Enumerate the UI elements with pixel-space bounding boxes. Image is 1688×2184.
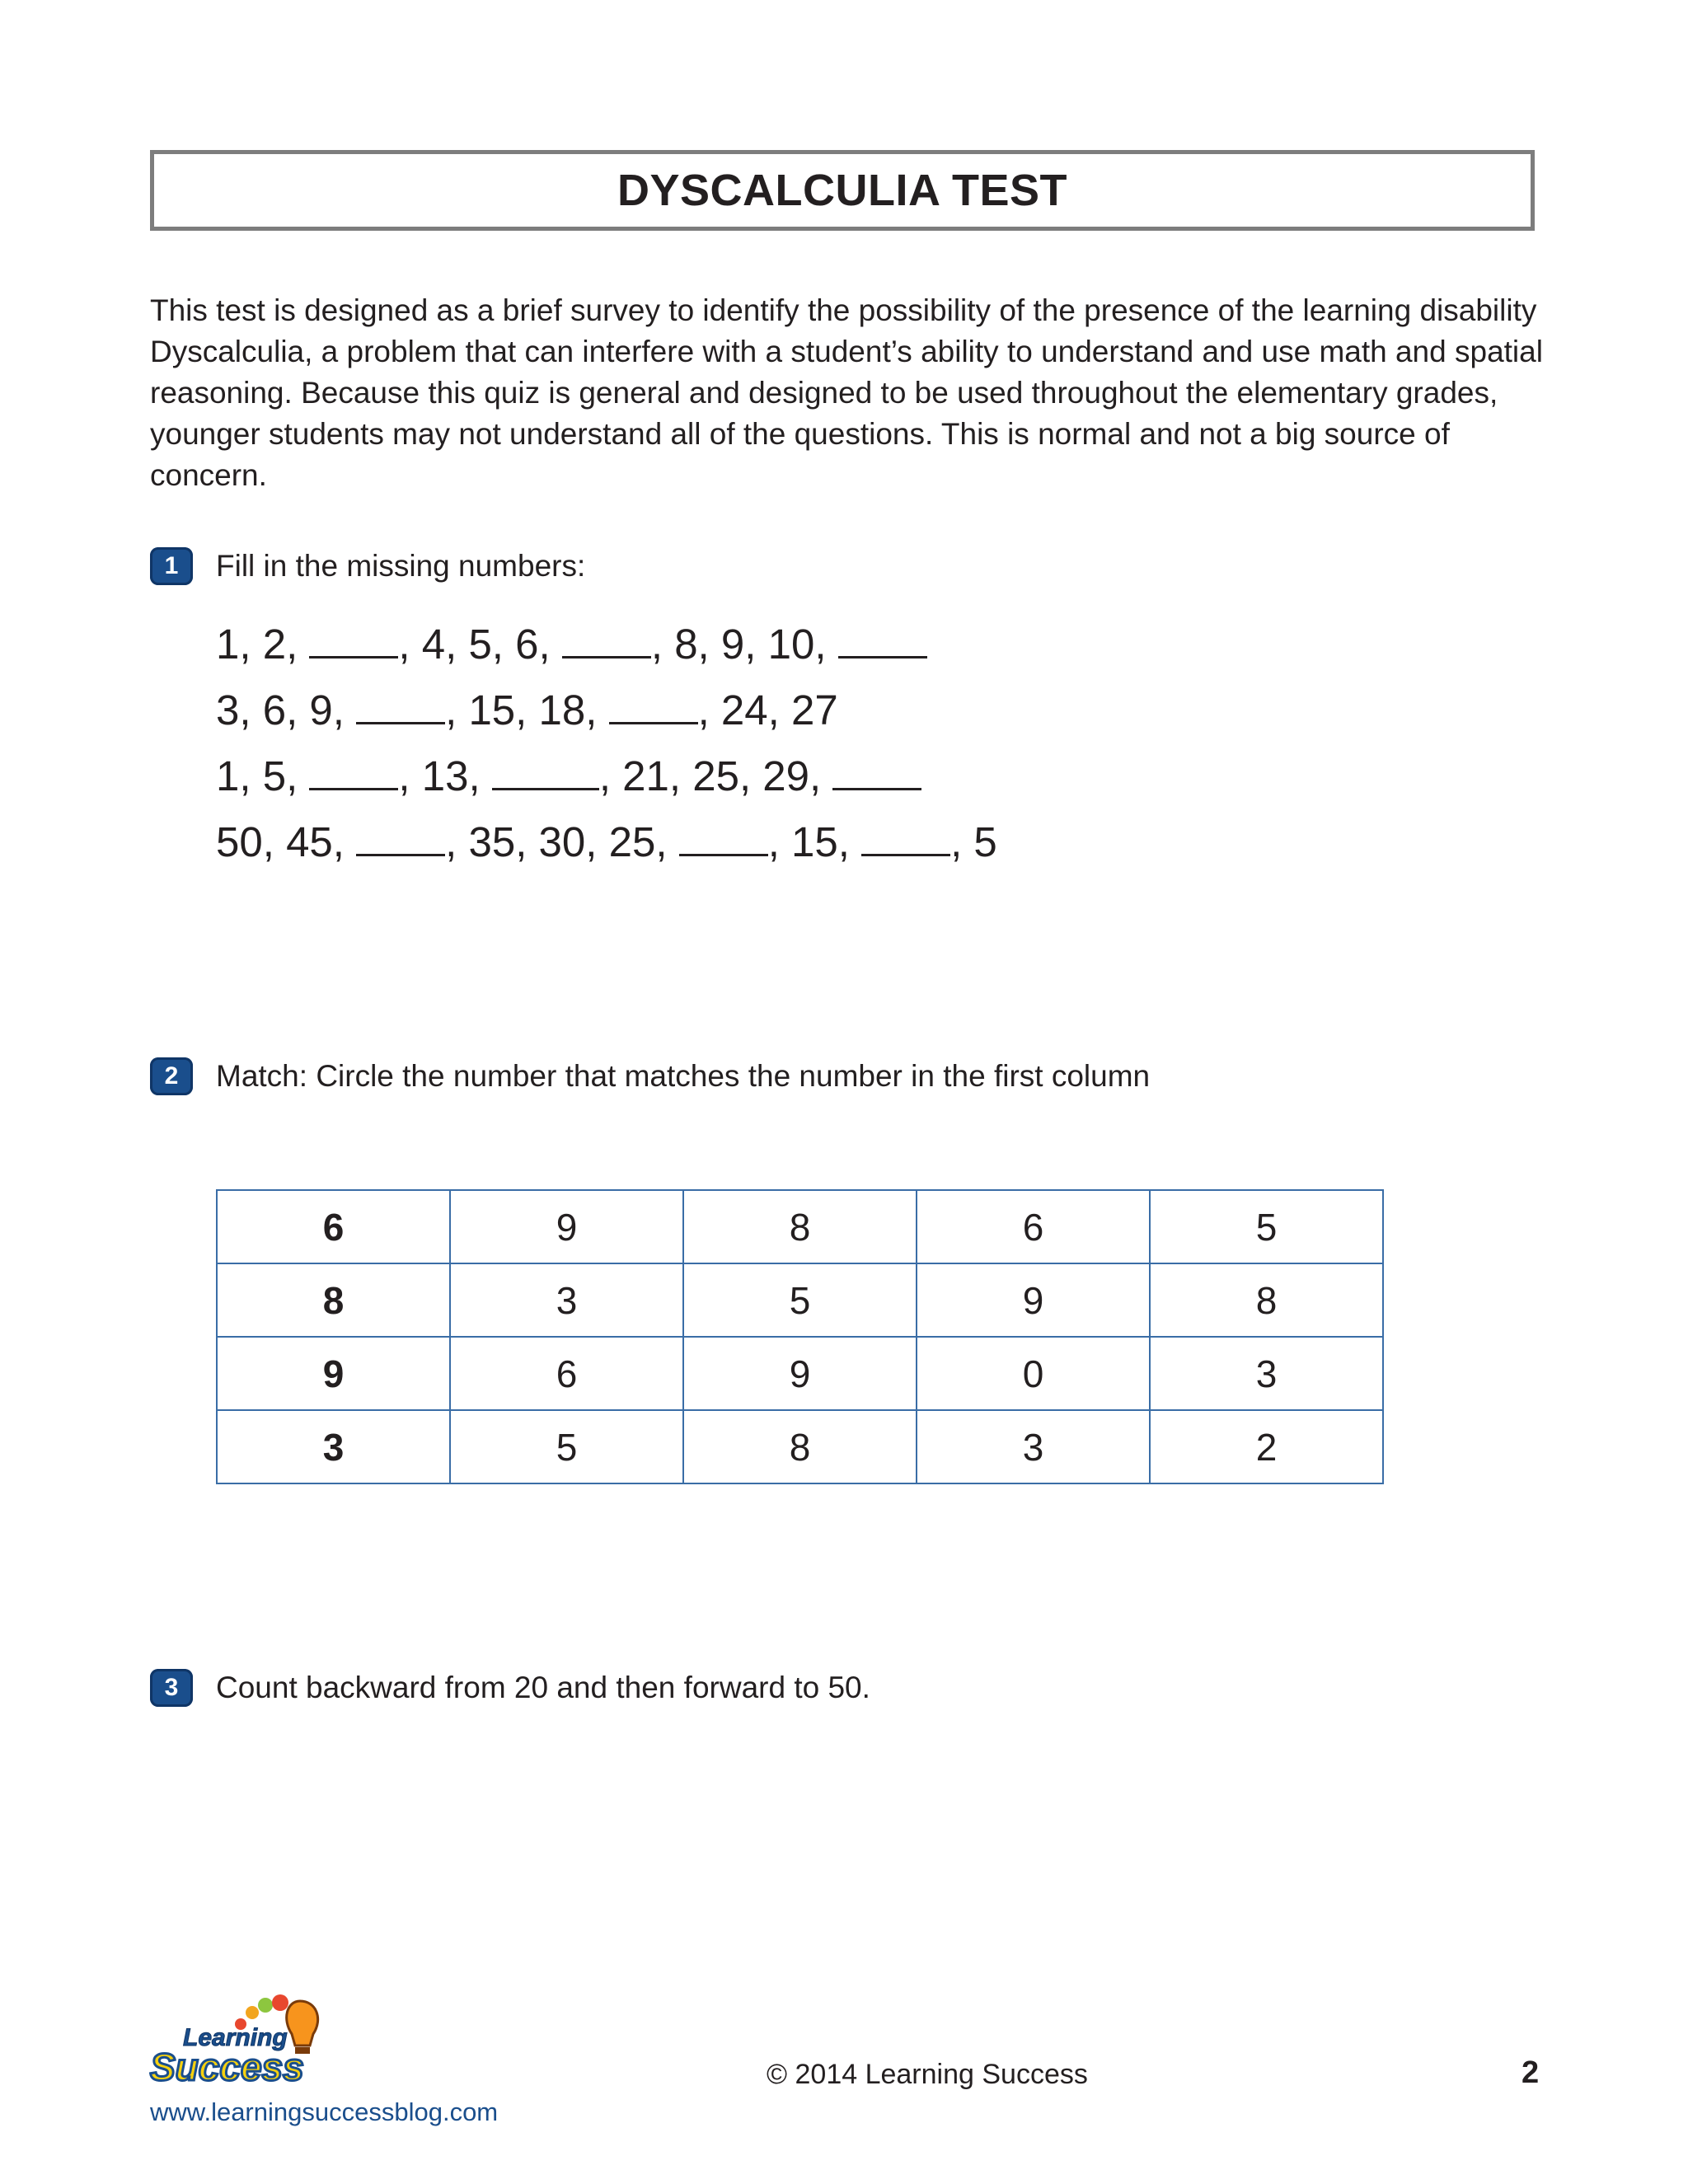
answer-blank[interactable] xyxy=(861,821,950,856)
sequence-segment: 3, 6, 9, xyxy=(216,687,357,733)
question-text: Fill in the missing numbers: xyxy=(216,549,586,583)
copyright-text: © 2014 Learning Success xyxy=(767,2059,1088,2090)
choice-number-cell[interactable]: 6 xyxy=(450,1337,683,1410)
question-1 xyxy=(150,547,585,585)
sequence-1 xyxy=(216,620,927,668)
sequence-segment: 50, 45, xyxy=(216,818,357,865)
answer-blank[interactable] xyxy=(309,623,398,658)
answer-blank[interactable] xyxy=(832,755,921,790)
answer-blank[interactable] xyxy=(309,755,398,790)
target-number-cell: 9 xyxy=(217,1337,450,1410)
choice-number-cell[interactable]: 0 xyxy=(917,1337,1150,1410)
choice-number-cell[interactable]: 5 xyxy=(450,1410,683,1483)
target-number-cell: 8 xyxy=(217,1263,450,1337)
choice-number-cell[interactable]: 3 xyxy=(450,1263,683,1337)
choice-number-cell[interactable]: 5 xyxy=(683,1263,917,1337)
answer-blank[interactable] xyxy=(356,689,445,724)
sequence-segment: , 8, 9, 10, xyxy=(650,621,838,668)
sequence-segment: , 5 xyxy=(950,818,997,865)
sequence-segment: , 24, 27 xyxy=(697,687,838,733)
sequence-segment: , 15, xyxy=(767,818,862,865)
choice-number-cell[interactable]: 9 xyxy=(917,1263,1150,1337)
sequence-segment: , 35, 30, 25, xyxy=(445,818,679,865)
choice-number-cell[interactable]: 8 xyxy=(683,1190,917,1263)
choice-number-cell[interactable]: 2 xyxy=(1150,1410,1383,1483)
logo-success-text: Success xyxy=(150,2046,304,2085)
answer-blank[interactable] xyxy=(562,623,651,658)
choice-number-cell[interactable]: 5 xyxy=(1150,1190,1383,1263)
choice-number-cell[interactable]: 8 xyxy=(683,1410,917,1483)
answer-blank[interactable] xyxy=(679,821,768,856)
choice-number-cell[interactable]: 9 xyxy=(450,1190,683,1263)
choice-number-cell[interactable]: 3 xyxy=(917,1410,1150,1483)
title-box xyxy=(150,150,1535,231)
page-title: DYSCALCULIA TEST xyxy=(617,166,1067,215)
sequence-segment: , 21, 25, 29, xyxy=(598,752,833,799)
sequence-2 xyxy=(216,686,838,734)
choice-number-cell[interactable]: 6 xyxy=(917,1190,1150,1263)
sequence-segment: 1, 5, xyxy=(216,752,310,799)
choice-number-cell[interactable]: 9 xyxy=(683,1337,917,1410)
question-number-badge: 1 xyxy=(150,547,193,585)
sequence-segment: , 4, 5, 6, xyxy=(398,621,562,668)
answer-blank[interactable] xyxy=(492,755,599,790)
intro-paragraph: This test is designed as a brief survey to identify the possibility of the presence of the learning disability Dyscalculia, a problem that can interfere with a student’s ability to understand and use math and spatial reasoning. Because this quiz is general and designed to be used throughout the elementary grades, younger students may not understand all of the questions. This is normal and not a big source of concern. xyxy=(150,293,1543,492)
question-3 xyxy=(150,1669,870,1707)
sequence-segment: 1, 2, xyxy=(216,621,310,668)
sequence-4 xyxy=(216,818,997,866)
target-number-cell: 6 xyxy=(217,1190,450,1263)
target-number-cell: 3 xyxy=(217,1410,450,1483)
learning-success-logo xyxy=(148,1994,338,2085)
choice-number-cell[interactable]: 3 xyxy=(1150,1337,1383,1410)
sequence-segment: , 15, 18, xyxy=(445,687,609,733)
question-number-badge: 3 xyxy=(150,1669,193,1707)
website-link[interactable]: www.learningsuccessblog.com xyxy=(150,2097,499,2126)
sequence-3 xyxy=(216,752,921,800)
question-2 xyxy=(150,1057,1150,1095)
question-text: Match: Circle the number that matches the number in the first column xyxy=(216,1059,1151,1093)
page-number: 2 xyxy=(1522,2055,1540,2090)
question-text: Count backward from 20 and then forward to 50. xyxy=(216,1671,870,1704)
sequence-segment: , 13, xyxy=(398,752,492,799)
table-row xyxy=(217,1410,1383,1483)
match-table xyxy=(216,1189,1384,1484)
answer-blank[interactable] xyxy=(609,689,698,724)
table-row xyxy=(217,1337,1383,1410)
logo-learning-text: Learning xyxy=(183,2024,288,2051)
answer-blank[interactable] xyxy=(356,821,445,856)
table-row xyxy=(217,1190,1383,1263)
table-row xyxy=(217,1263,1383,1337)
question-number-badge: 2 xyxy=(150,1057,193,1095)
choice-number-cell[interactable]: 8 xyxy=(1150,1263,1383,1337)
answer-blank[interactable] xyxy=(838,623,927,658)
